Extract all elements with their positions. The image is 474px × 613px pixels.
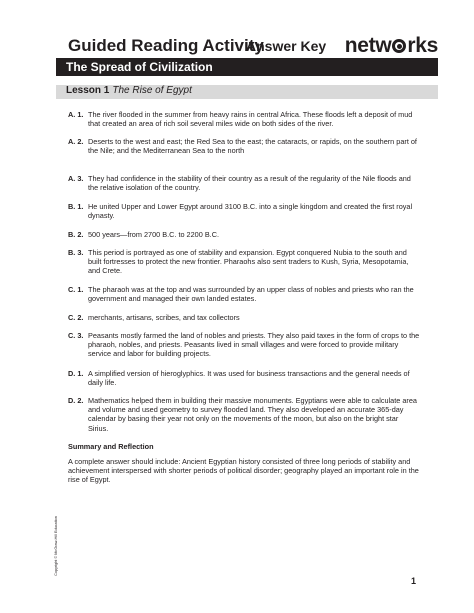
summary-heading: Summary and Reflection [68,442,154,451]
summary-text: A complete answer should include: Ancient Egyptian history consisted of three long periods of stability and achievement interspersed with shorter periods of political disorder; geography played an important role in the rise of Egypt. [68,457,419,485]
brand-logo [345,34,438,58]
section-title: The Spread of Civilization [66,60,213,74]
section-bar [56,58,438,76]
answer-item [68,248,420,285]
answer-text: He united Upper and Lower Egypt around 3100 B.C. into a single kingdom and created the first royal dynasty. [88,202,413,221]
answer-item [68,137,420,174]
answer-text: Peasants mostly farmed the land of nobles and priests. They also paid taxes in the form of crops to the pharaoh, nobles, and priests. Peasants lived in small villages and were forced to provide military service and labor for building projects. [88,331,420,359]
answer-item [68,313,420,331]
answer-text: The river flooded in the summer from heavy rains in central Africa. These floods left a deposit of mud that created an area of rich soil several miles wide on both sides of the river. [88,110,413,129]
answer-text: 500 years—from 2700 B.C. to 2200 B.C. [88,230,220,239]
answer-label: A. 1. [68,110,84,119]
answer-label: B. 3. [68,248,84,257]
copyright-notice [48,500,58,600]
answer-label: D. 1. [68,369,84,378]
answer-item [68,369,420,396]
answer-item [68,396,420,442]
page-subtitle: Answer Key [246,38,327,54]
answer-item [68,285,420,313]
brand-globe-icon [392,39,406,53]
answer-text: Mathematics helped them in building their massive monuments. Egyptians were able to calculate area and volume and used geometry to survey flooded land. They also developed an accurate 365-day calendar by basing their year not only on the movements of the moon, but also on the bright star Sirius. [88,396,417,433]
answer-item [68,331,420,369]
answer-label: C. 2. [68,313,84,322]
brand-prefix: netw [344,34,392,57]
answer-label: C. 3. [68,331,84,340]
answer-item [68,174,420,202]
answer-text: They had confidence in the stability of their country as a result of the regularity of the Nile floods and the relative isolation of the country. [88,174,411,193]
page-number: 1 [410,576,416,586]
page-title: Guided Reading Activity [68,36,264,55]
answer-label: A. 2. [68,137,84,146]
answer-text: merchants, artisans, scribes, and tax collectors [88,313,240,322]
lesson-bar [56,85,438,99]
answer-label: D. 2. [68,396,84,405]
lesson-label: Lesson 1 [66,85,110,96]
answer-list [68,110,420,442]
brand-suffix: rks [407,34,438,57]
answer-text: This period is portrayed as one of stability and expansion. Egypt conquered Nubia to the south and built fortresses to protect the new frontier. Pharaohs also sent traders to Kush, Syria, Mesopotamia, and Crete. [88,248,409,276]
answer-text: A simplified version of hieroglyphics. It was used for business transactions and the general needs of daily life. [88,369,410,388]
copyright-text: Copyright © McGraw-Hill Education [54,516,58,576]
answer-label: B. 1. [68,202,84,211]
lesson-heading [66,85,192,96]
answer-label: C. 1. [68,285,84,294]
answer-text: Deserts to the west and east; the Red Sea to the east; the cataracts, or rapids, on the southern part of the Nile; and the Mediterranean Sea to the north [88,137,417,156]
answer-label: A. 3. [68,174,84,183]
header [68,36,438,60]
lesson-name: The Rise of Egypt [112,85,192,96]
answer-item [68,202,420,230]
answer-item [68,230,420,248]
answer-item [68,110,420,137]
answer-label: B. 2. [68,230,84,239]
answer-text: The pharaoh was at the top and was surrounded by an upper class of nobles and priests who ran the government and managed their own landed estates. [88,285,414,304]
